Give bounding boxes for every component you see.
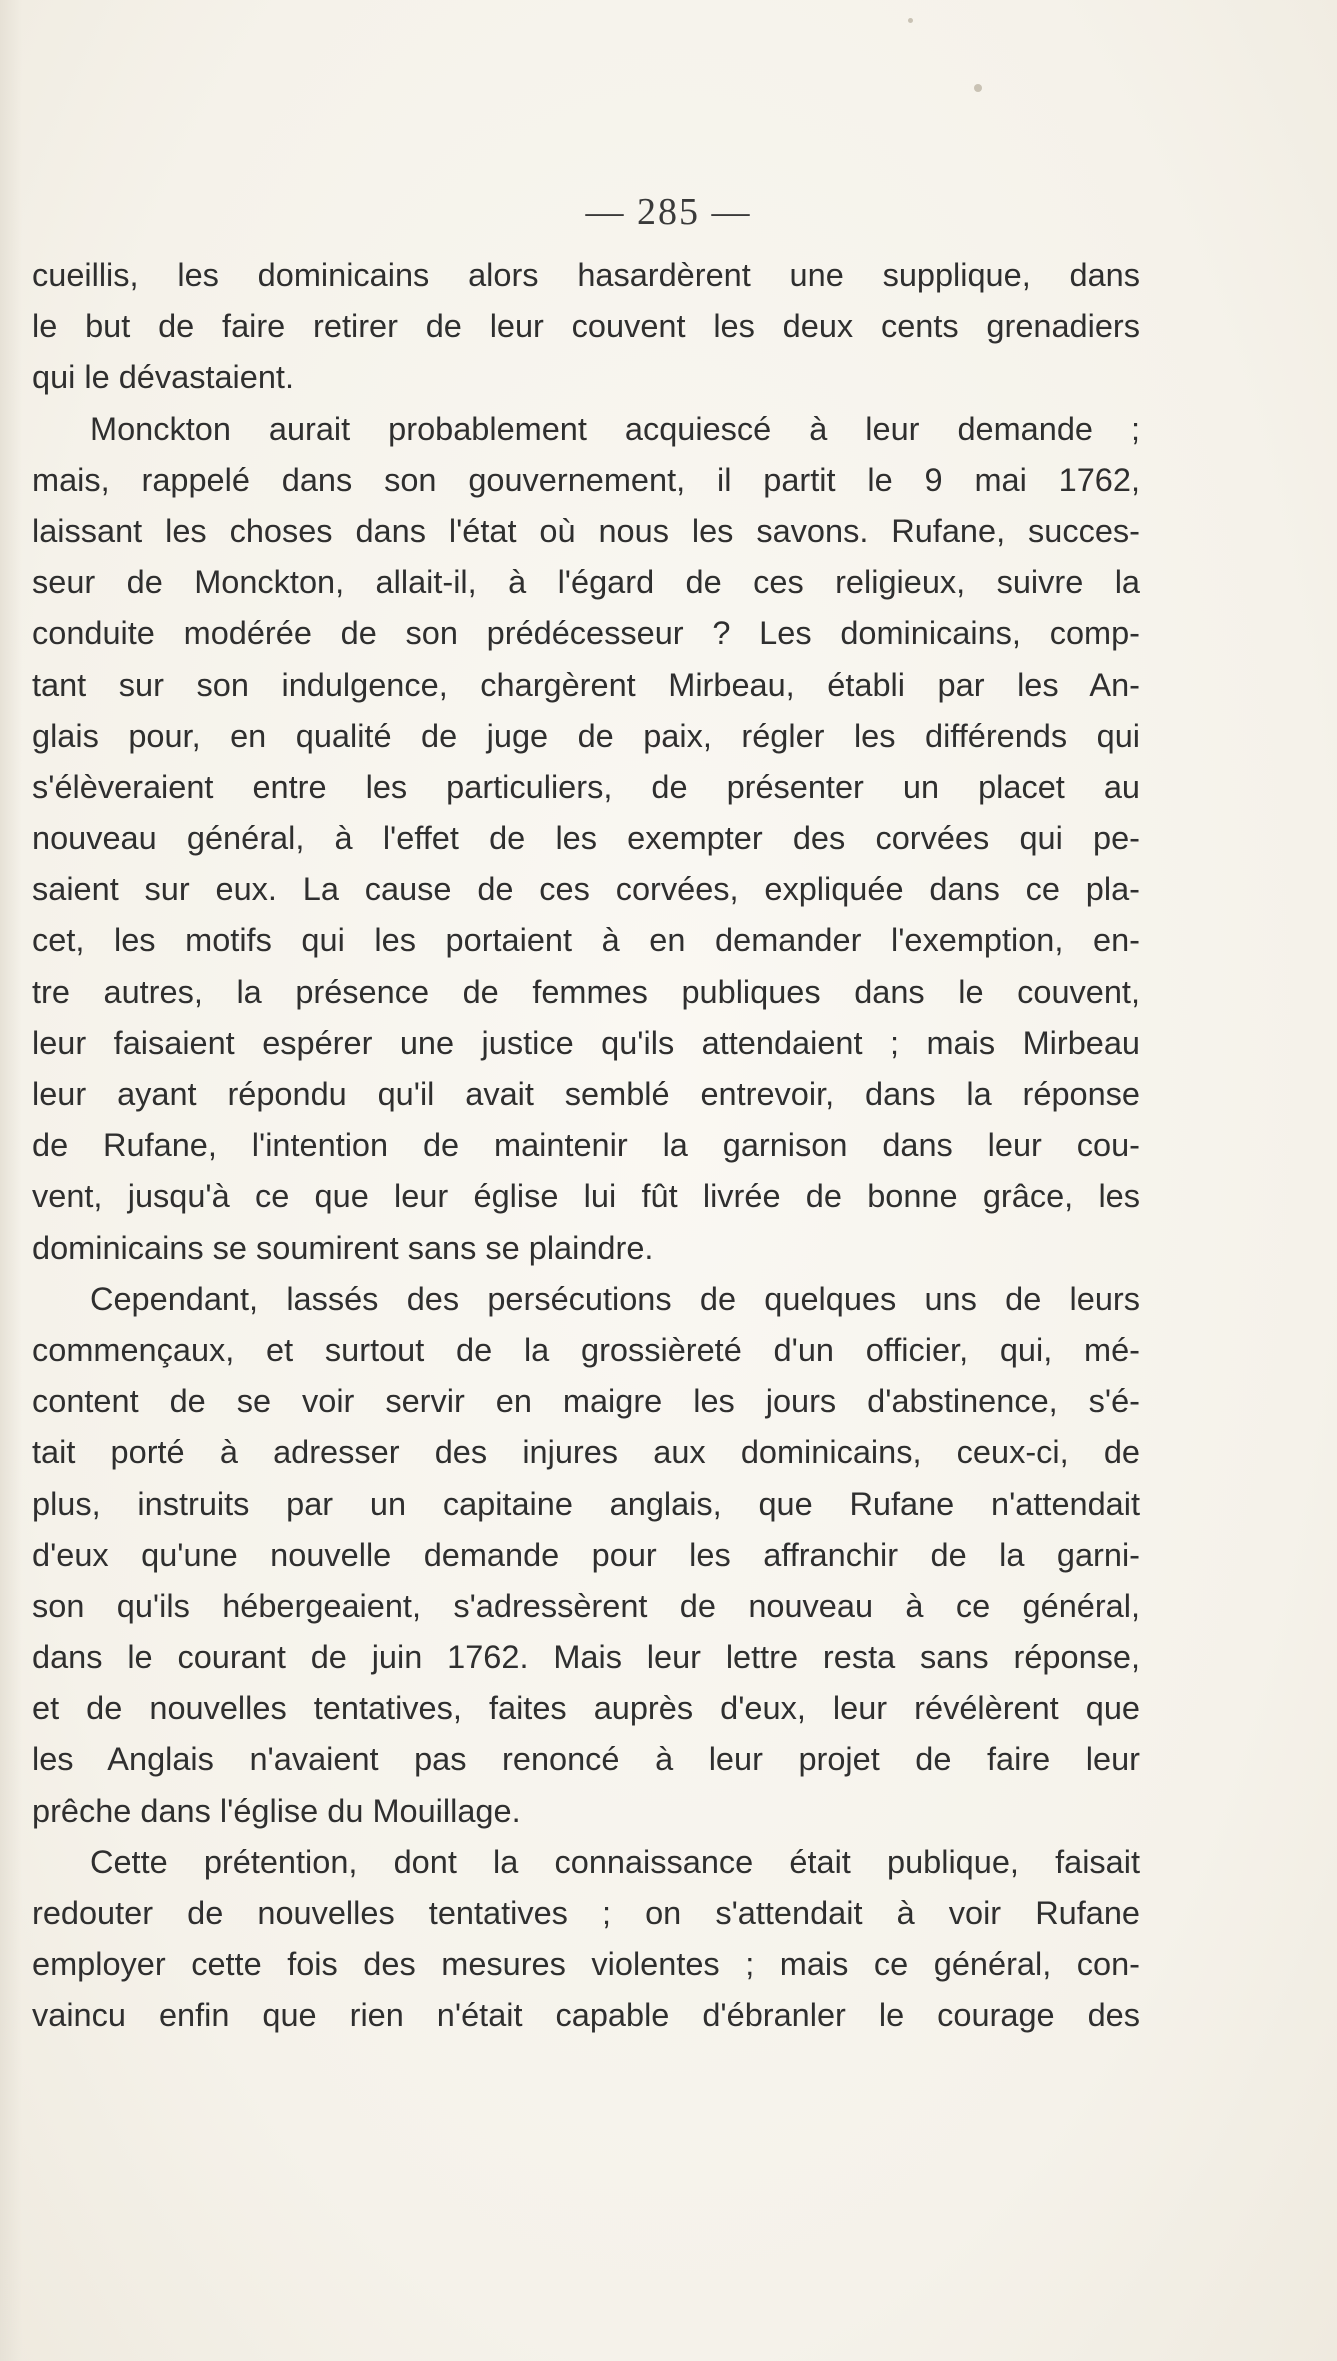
page-gutter-shadow	[0, 0, 22, 2361]
text-line: tant sur son indulgence, chargèrent Mirbeau, établi par les An-	[32, 666, 1140, 703]
text-line: tre autres, la présence de femmes publiques dans le couvent,	[32, 973, 1140, 1010]
text-line: qui le dévastaient.	[32, 359, 294, 396]
text-line: dans le courant de juin 1762. Mais leur lettre resta sans réponse,	[32, 1639, 1140, 1676]
body-text	[32, 250, 1140, 2042]
text-line: d'eux qu'une nouvelle demande pour les affranchir de la garni-	[32, 1536, 1140, 1573]
text-line: vent, jusqu'à ce que leur église lui fût livrée de bonne grâce, les	[32, 1178, 1140, 1215]
text-line: de Rufane, l'intention de maintenir la garnison dans leur cou-	[32, 1127, 1140, 1164]
text-line: mais, rappelé dans son gouvernement, il partit le 9 mai 1762,	[32, 461, 1140, 498]
text-line: les Anglais n'avaient pas renoncé à leur projet de faire leur	[32, 1741, 1140, 1778]
text-line: redouter de nouvelles tentatives ; on s'attendait à voir Rufane	[32, 1895, 1140, 1931]
text-line: leur ayant répondu qu'il avait semblé entrevoir, dans la réponse	[32, 1076, 1140, 1112]
text-line: plus, instruits par un capitaine anglais, que Rufane n'attendait	[32, 1485, 1140, 1522]
text-line: content de se voir servir en maigre les jours d'abstinence, s'é-	[32, 1383, 1140, 1420]
text-line: commençaux, et surtout de la grossièreté d'un officier, qui, mé-	[32, 1331, 1140, 1368]
text-line: le but de faire retirer de leur couvent les deux cents grenadiers	[32, 308, 1140, 345]
text-line: seur de Monckton, allait-il, à l'égard de ces religieux, suivre la	[32, 564, 1140, 601]
text-line: dominicains se soumirent sans se plaindre.	[32, 1229, 654, 1266]
text-line: employer cette fois des mesures violentes ; mais ce général, con-	[32, 1946, 1140, 1983]
text-line: Cette prétention, dont la connaissance était publique, faisait	[90, 1843, 1140, 1880]
text-line: et de nouvelles tentatives, faites auprès d'eux, leur révélèrent que	[32, 1690, 1140, 1727]
paper-speck	[974, 84, 982, 92]
text-line: saient sur eux. La cause de ces corvées, expliquée dans ce pla-	[32, 871, 1140, 908]
text-line: conduite modérée de son prédécesseur ? Les dominicains, comp-	[32, 615, 1140, 652]
text-line: s'élèveraient entre les particuliers, de présenter un placet au	[32, 768, 1140, 805]
text-line: cet, les motifs qui les portaient à en demander l'exemption, en-	[32, 922, 1140, 959]
text-line: glais pour, en qualité de juge de paix, régler les différends qui	[32, 717, 1140, 754]
text-line: Monckton aurait probablement acquiescé à leur demande ;	[90, 410, 1140, 447]
text-line: leur faisaient espérer une justice qu'ils attendaient ; mais Mirbeau	[32, 1024, 1140, 1061]
page-number: — 285 —	[585, 191, 752, 233]
text-line: tait porté à adresser des injures aux dominicains, ceux-ci, de	[32, 1434, 1140, 1471]
text-line: son qu'ils hébergeaient, s'adressèrent de nouveau à ce général,	[32, 1587, 1140, 1624]
text-line: prêche dans l'église du Mouillage.	[32, 1792, 521, 1829]
text-line: vaincu enfin que rien n'était capable d'ébranler le courage des	[32, 1997, 1140, 2034]
text-line: nouveau général, à l'effet de les exempter des corvées qui pe-	[32, 820, 1140, 857]
text-line: cueillis, les dominicains alors hasardèrent une supplique, dans	[32, 257, 1140, 293]
text-line: laissant les choses dans l'état où nous les savons. Rufane, succes-	[32, 512, 1140, 549]
text-line: Cependant, lassés des persécutions de quelques uns de leurs	[90, 1280, 1140, 1317]
paper-speck	[908, 18, 913, 23]
